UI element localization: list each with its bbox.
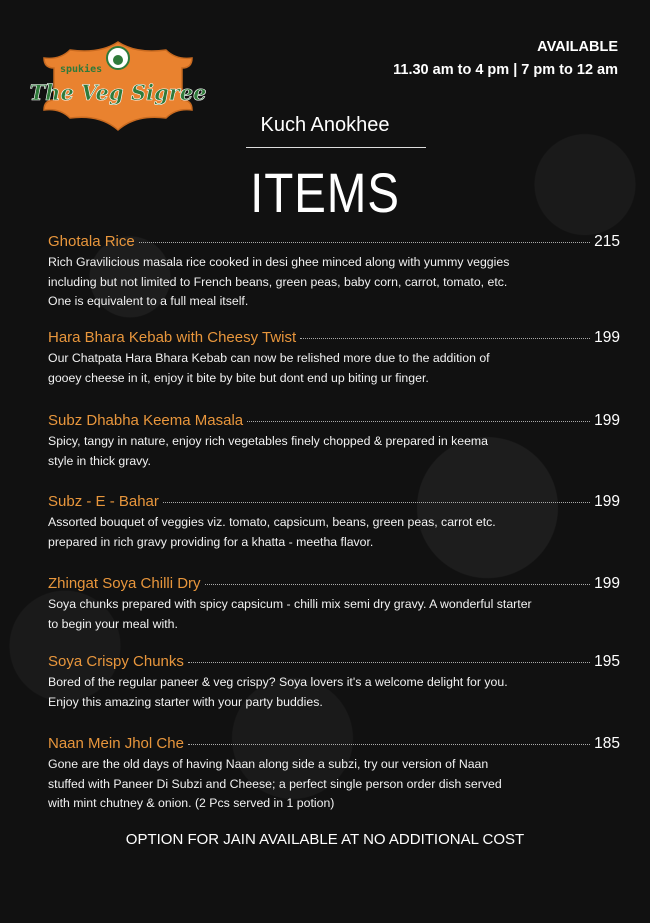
description-line: Our Chatpata Hara Bhara Kebab can now be relished more due to the addition of xyxy=(48,351,490,365)
dot-leader xyxy=(300,338,590,339)
menu-item xyxy=(48,329,620,388)
description-line: to begin your meal with. xyxy=(48,616,178,631)
section-title: ITEMS xyxy=(250,161,400,224)
availability-label: AVAILABLE xyxy=(537,39,618,55)
menu-item xyxy=(48,233,620,312)
dot-leader xyxy=(139,242,590,243)
item-name: Ghotala Rice xyxy=(48,233,135,250)
menu-item-header xyxy=(48,412,620,432)
divider xyxy=(246,147,426,148)
item-price: 199 xyxy=(594,412,620,429)
dot-leader xyxy=(188,662,590,663)
item-description xyxy=(48,432,620,471)
description-line: Spicy, tangy in nature, enjoy rich vegetables finely chopped & prepared in keema xyxy=(48,434,488,448)
dot-leader xyxy=(247,421,590,422)
section-subtitle: Kuch Anokhee xyxy=(260,114,390,136)
item-price: 195 xyxy=(594,653,620,670)
description-line: including but not limited to French beans, green peas, baby corn, carrot, tomato, etc. xyxy=(48,274,508,289)
dot-leader xyxy=(188,744,590,745)
menu-item-header xyxy=(48,233,620,253)
item-description xyxy=(48,595,620,634)
menu-item xyxy=(48,653,620,712)
menu-item xyxy=(48,735,620,814)
description-line: Soya chunks prepared with spicy capsicum - chilli mix semi dry gravy. A wonderful starter xyxy=(48,597,532,611)
menu-item xyxy=(48,575,620,634)
item-price: 185 xyxy=(594,735,620,752)
item-price: 199 xyxy=(594,493,620,510)
description-line: Gone are the old days of having Naan along side a subzi, try our version of Naan xyxy=(48,757,489,771)
item-price: 199 xyxy=(594,329,620,346)
item-name: Soya Crispy Chunks xyxy=(48,653,184,670)
item-name: Hara Bhara Kebab with Cheesy Twist xyxy=(48,329,297,346)
item-description xyxy=(48,253,620,312)
menu-item-header xyxy=(48,653,620,673)
description-line: Rich Gravilicious masala rice cooked in desi ghee minced along with yummy veggies xyxy=(48,255,510,269)
menu-item xyxy=(48,412,620,471)
menu-item xyxy=(48,493,620,552)
description-line: stuffed with Paneer Di Subzi and Cheese; a perfect single person order dish served xyxy=(48,776,502,791)
brand-top: spukies xyxy=(60,64,103,75)
description-line: gooey cheese in it, enjoy it bite by bite but dont end up biting ur finger. xyxy=(48,370,429,385)
description-line: Enjoy this amazing starter with your party buddies. xyxy=(48,694,323,709)
description-line: Assorted bouquet of veggies viz. tomato, capsicum, beans, green peas, carrot etc. xyxy=(48,515,496,529)
item-price: 199 xyxy=(594,575,620,592)
availability-hours: 11.30 am to 4 pm | 7 pm to 12 am xyxy=(393,62,618,78)
menu-item-header xyxy=(48,575,620,595)
item-name: Zhingat Soya Chilli Dry xyxy=(48,575,201,592)
description-line: with mint chutney & onion. (2 Pcs served in 1 potion) xyxy=(48,796,335,810)
dot-leader xyxy=(163,502,590,503)
brand-name: The Veg Sigree xyxy=(29,80,207,105)
item-description xyxy=(48,349,620,388)
dot-leader xyxy=(205,584,591,585)
menu-item-header xyxy=(48,329,620,349)
description-line: Bored of the regular paneer & veg crispy? Soya lovers it's a welcome delight for you. xyxy=(48,675,508,689)
description-line: prepared in rich gravy providing for a khatta - meetha flavor. xyxy=(48,534,374,549)
item-description xyxy=(48,513,620,552)
item-name: Subz - E - Bahar xyxy=(48,493,159,510)
jain-option-note: OPTION FOR JAIN AVAILABLE AT NO ADDITIONAL COST xyxy=(125,831,525,848)
menu-item-header xyxy=(48,735,620,755)
item-price: 215 xyxy=(594,233,620,250)
availability xyxy=(393,36,618,82)
menu-item-header xyxy=(48,493,620,513)
item-description xyxy=(48,673,620,712)
item-name: Subz Dhabha Keema Masala xyxy=(48,412,244,429)
description-line: One is equivalent to a full meal itself. xyxy=(48,294,249,308)
item-description xyxy=(48,755,620,814)
description-line: style in thick gravy. xyxy=(48,453,151,468)
item-name: Naan Mein Jhol Che xyxy=(48,735,184,752)
